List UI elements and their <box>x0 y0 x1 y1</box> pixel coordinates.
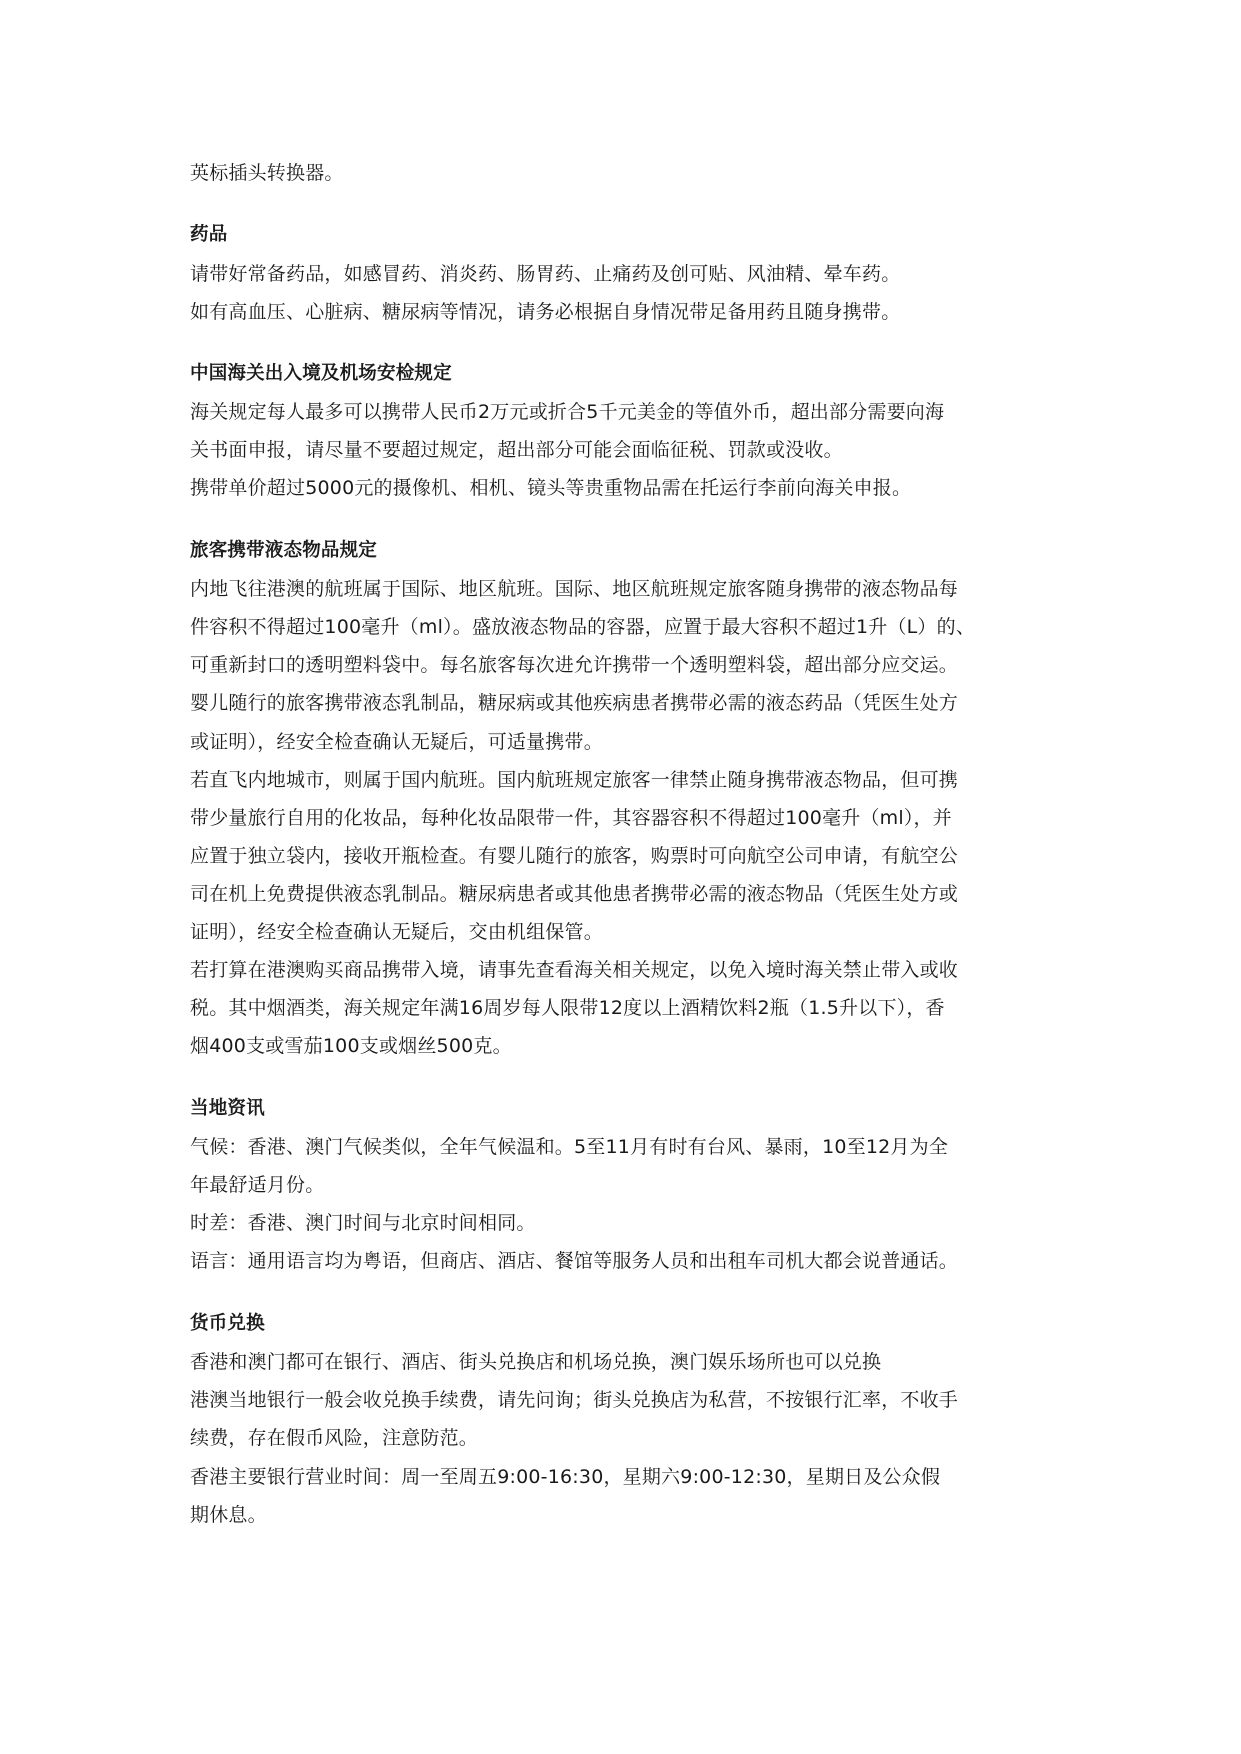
liquids-line-13: 烟400支或雪茄100支或烟丝500克。 <box>190 1035 512 1057</box>
liquids-heading: 旅客携带液态物品规定 <box>190 540 378 561</box>
local-line-1: 气候：香港、澳门气候类似，全年气候温和。5至11月有时有台风、暴雨，10至12月为全 <box>190 1136 949 1158</box>
medicine-line-2: 如有高血压、心脏病、糖尿病等情况，请务必根据自身情况带足备用药且随身携带。 <box>190 301 901 323</box>
liquids-line-10: 证明），经安全检查确认无疑后，交由机组保管。 <box>190 921 603 943</box>
intro-line-1: 英标插头转换器。 <box>190 162 344 184</box>
liquids-line-5: 或证明），经安全检查确认无疑后，可适量携带。 <box>190 731 603 753</box>
customs-line-3: 携带单价超过5000元的摄像机、相机、镜头等贵重物品需在托运行李前向海关申报。 <box>190 477 912 499</box>
local-line-2: 年最舒适月份。 <box>190 1174 325 1196</box>
currency-line-1: 香港和澳门都可在银行、酒店、街头兑换店和机场兑换，澳门娱乐场所也可以兑换 <box>190 1351 882 1373</box>
customs-line-2: 关书面申报，请尽量不要超过规定，超出部分可能会面临征税、罚款或没收。 <box>190 439 843 461</box>
liquids-line-3: 可重新封口的透明塑料袋中。每名旅客每次进允许携带一个透明塑料袋，超出部分应交运。 <box>190 654 959 676</box>
medicine-heading: 药品 <box>190 224 228 245</box>
currency-heading: 货币兑换 <box>190 1313 265 1334</box>
currency-line-4: 香港主要银行营业时间：周一至周五9:00-16:30，星期六9:00-12:30，星期日及公众假 <box>190 1466 941 1488</box>
customs-heading: 中国海关出入境及机场安检规定 <box>190 363 452 384</box>
currency-line-3: 续费，存在假币风险，注意防范。 <box>190 1427 479 1449</box>
liquids-line-6: 若直飞内地城市，则属于国内航班。国内航班规定旅客一律禁止随身携带液态物品，但可携 <box>190 769 959 791</box>
liquids-line-9: 司在机上免费提供液态乳制品。糖尿病患者或其他患者携带必需的液态物品（凭医生处方或 <box>190 883 959 905</box>
local-heading: 当地资讯 <box>190 1098 265 1119</box>
customs-line-1: 海关规定每人最多可以携带人民币2万元或折合5千元美金的等值外币，超出部分需要向海 <box>190 401 945 423</box>
local-line-4: 语言：通用语言均为粤语，但商店、酒店、餐馆等服务人员和出租车司机大都会说普通话。 <box>190 1250 959 1272</box>
medicine-line-1: 请带好常备药品，如感冒药、消炎药、肠胃药、止痛药及创可贴、风油精、晕车药。 <box>190 263 901 285</box>
liquids-line-1: 内地飞往港澳的航班属于国际、地区航班。国际、地区航班规定旅客随身携带的液态物品每 <box>190 578 959 600</box>
currency-line-5: 期休息。 <box>190 1504 267 1526</box>
liquids-line-2: 件容积不得超过100毫升（ml）。盛放液态物品的容器，应置于最大容积不超过1升（L）的、 <box>190 616 976 638</box>
local-line-3: 时差：香港、澳门时间与北京时间相同。 <box>190 1212 536 1234</box>
currency-line-2: 港澳当地银行一般会收兑换手续费，请先问询；街头兑换店为私营，不按银行汇率，不收手 <box>190 1389 959 1411</box>
liquids-line-11: 若打算在港澳购买商品携带入境，请事先查看海关相关规定，以免入境时海关禁止带入或收 <box>190 959 959 981</box>
liquids-line-4: 婴儿随行的旅客携带液态乳制品，糖尿病或其他疾病患者携带必需的液态药品（凭医生处方 <box>190 692 959 714</box>
liquids-line-8: 应置于独立袋内，接收开瓶检查。有婴儿随行的旅客，购票时可向航空公司申请，有航空公 <box>190 845 959 867</box>
liquids-line-7: 带少量旅行自用的化妆品，每种化妆品限带一件，其容器容积不得超过100毫升（ml），并 <box>190 807 952 829</box>
liquids-line-12: 税。其中烟酒类，海关规定年满16周岁每人限带12度以上酒精饮料2瓶（1.5升以下），香 <box>190 997 945 1019</box>
